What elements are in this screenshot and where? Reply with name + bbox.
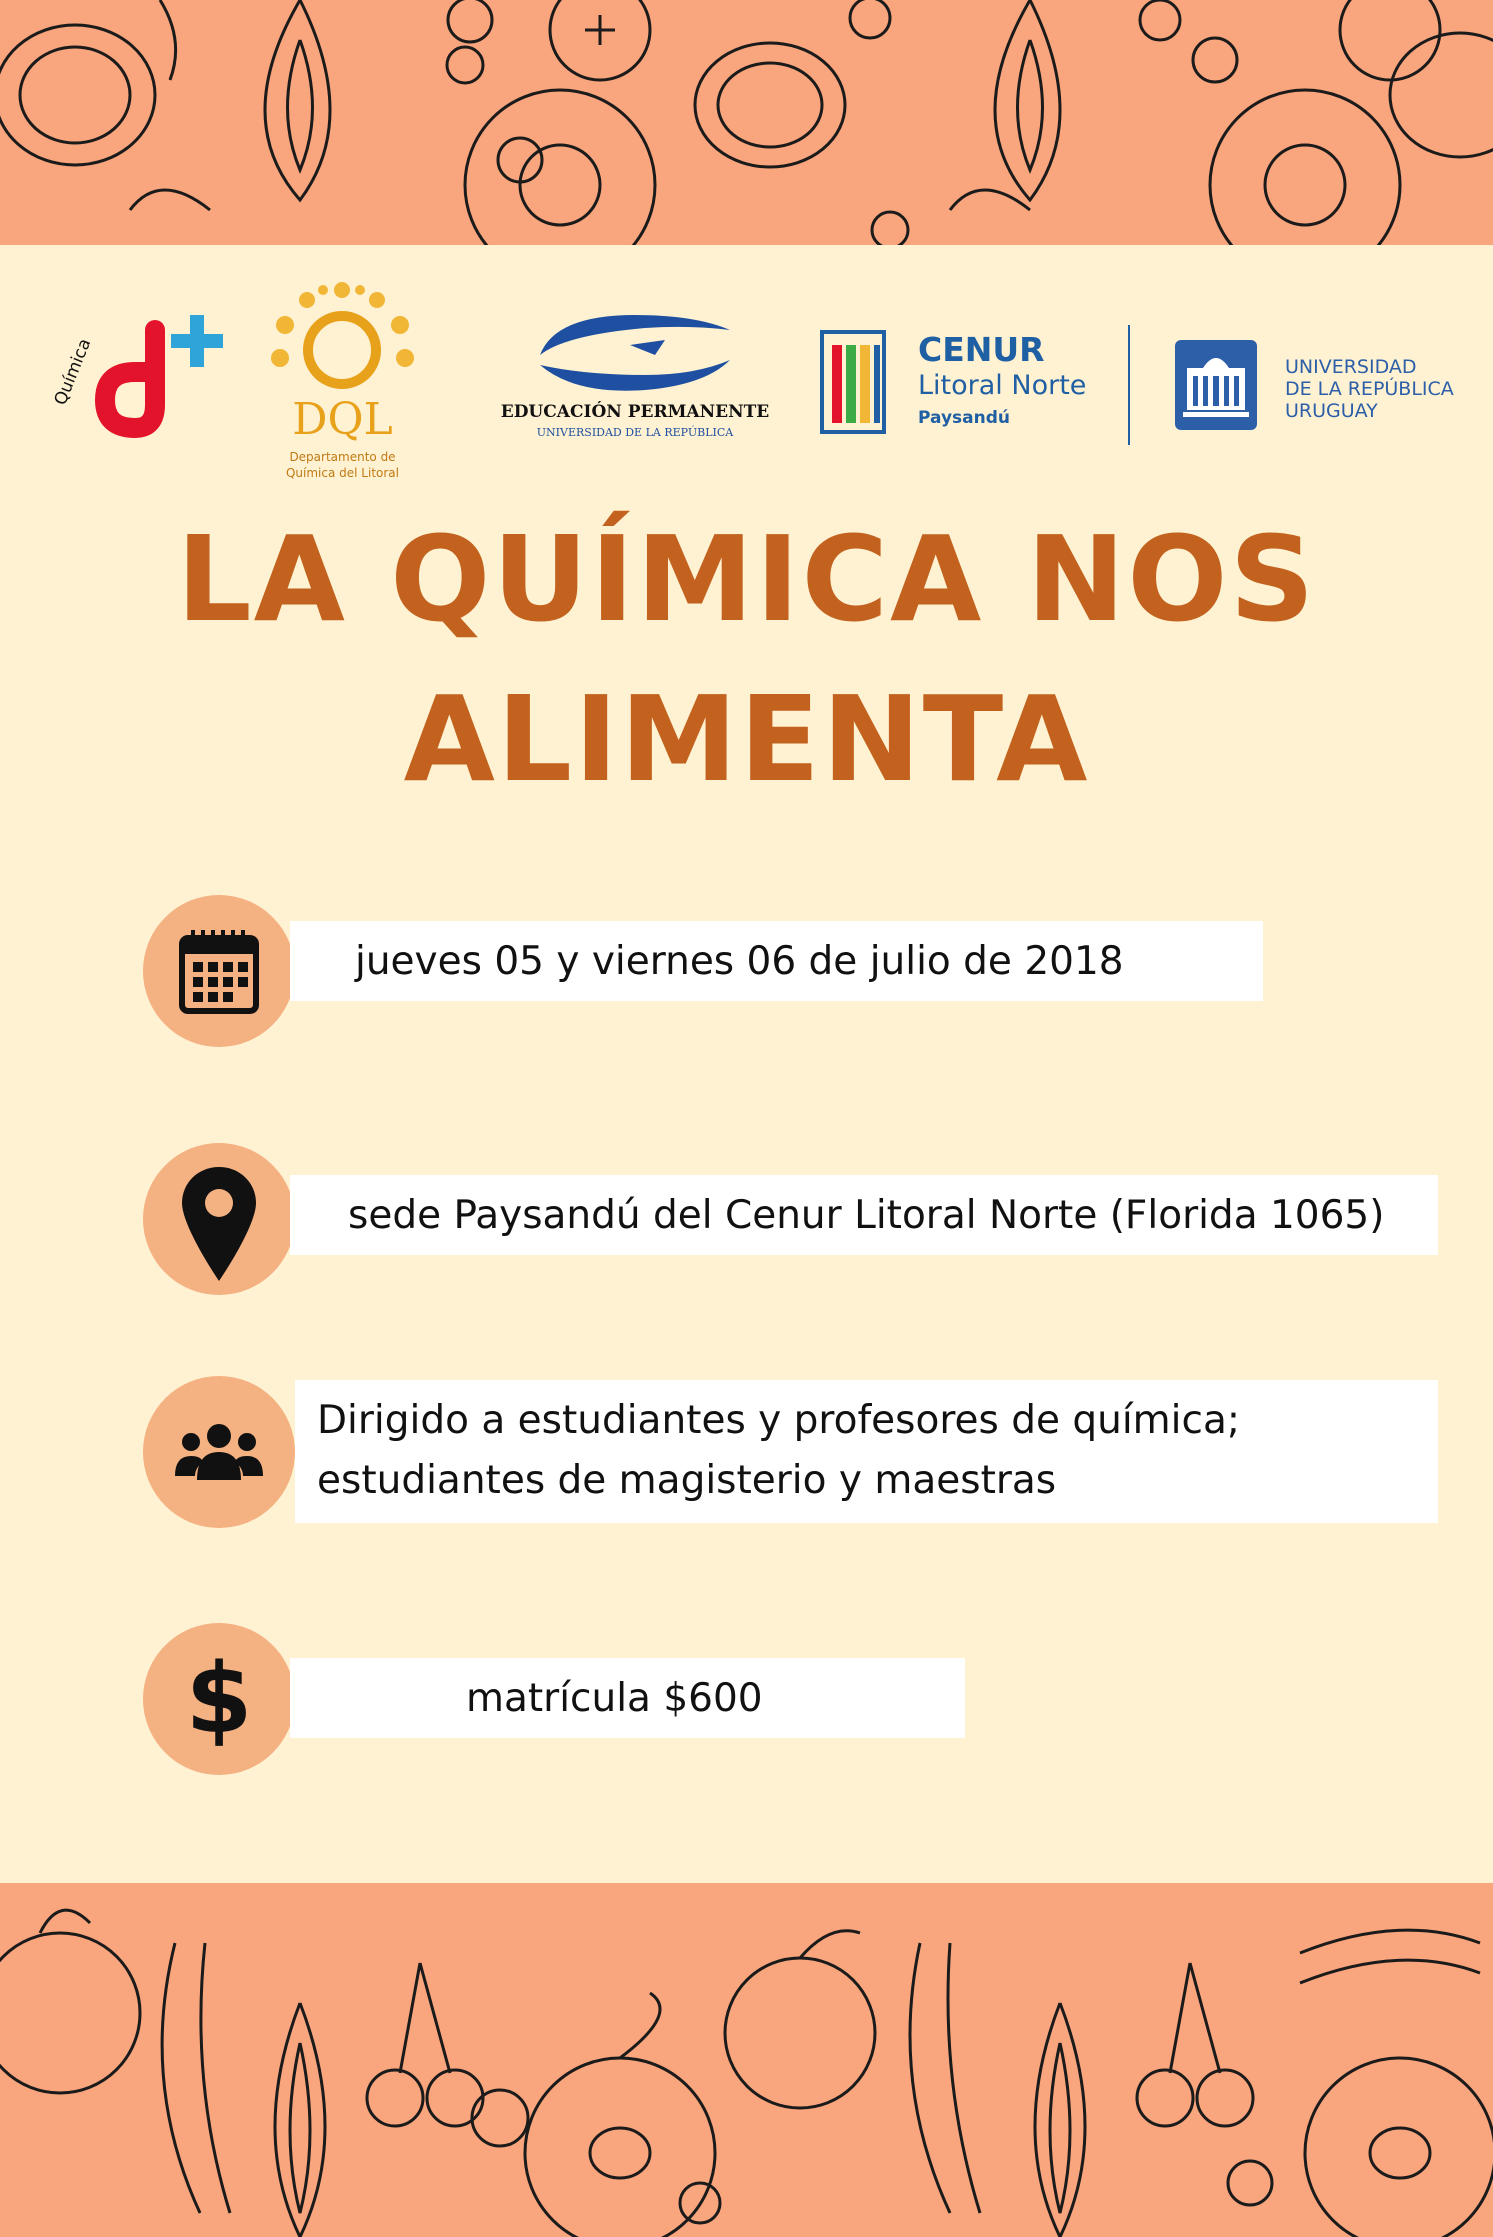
cenur-line2: Litoral Norte bbox=[918, 370, 1087, 401]
fee-icon-circle bbox=[143, 1623, 295, 1775]
main-content bbox=[0, 245, 1493, 1883]
educacion-line2: UNIVERSIDAD DE LA REPÚBLICA bbox=[536, 426, 734, 439]
quimica-plus-mark bbox=[60, 310, 235, 440]
quimica-plus-logo bbox=[50, 310, 235, 440]
fee-box bbox=[290, 1658, 965, 1738]
group-icon bbox=[173, 1422, 265, 1482]
udelar-building-icon bbox=[1175, 340, 1257, 430]
cenur-line3: Paysandú bbox=[918, 408, 1010, 428]
dql-sun-icon bbox=[255, 280, 430, 400]
audience-box bbox=[295, 1380, 1438, 1523]
audience-line-1: Dirigido a estudiantes y profesores de química; bbox=[317, 1398, 1240, 1443]
fruit-pattern-illustration bbox=[0, 1883, 1493, 2237]
title-line-2: ALIMENTA bbox=[403, 670, 1090, 808]
educacion-swoosh-icon bbox=[495, 310, 775, 400]
title-line-1: LA QUÍMICA NOS bbox=[176, 510, 1317, 648]
location-box bbox=[290, 1175, 1438, 1255]
location-icon-circle bbox=[143, 1143, 295, 1295]
logo-divider bbox=[1128, 325, 1130, 445]
audience-icon-circle bbox=[143, 1376, 295, 1528]
dql-acronym: DQL bbox=[292, 394, 393, 445]
fruit-pattern-illustration bbox=[0, 0, 1493, 245]
cenur-line1: CENUR bbox=[918, 330, 1045, 369]
cenur-logo bbox=[820, 330, 1120, 450]
map-pin-icon bbox=[180, 1165, 258, 1283]
fee-text: matrícula $600 bbox=[466, 1676, 763, 1721]
location-text: sede Paysandú del Cenur Litoral Norte (Florida 1065) bbox=[348, 1193, 1385, 1238]
quimica-word: Química bbox=[50, 335, 96, 409]
date-text: jueves 05 y viernes 06 de julio de 2018 bbox=[355, 939, 1124, 984]
udelar-line2: DE LA REPÚBLICA bbox=[1285, 378, 1454, 400]
educacion-line1: EDUCACIÓN PERMANENTE bbox=[500, 402, 770, 422]
date-box bbox=[290, 921, 1263, 1001]
udelar-line1: UNIVERSIDAD bbox=[1285, 356, 1417, 378]
audience-line-2: estudiantes de magisterio y maestras bbox=[317, 1458, 1057, 1503]
dollar-icon: $ bbox=[185, 1643, 253, 1755]
udelar-logo bbox=[1175, 340, 1475, 440]
top-fruit-pattern bbox=[0, 0, 1493, 245]
calendar-icon bbox=[179, 928, 259, 1014]
udelar-line3: URUGUAY bbox=[1285, 400, 1378, 422]
dql-line1: Departamento de bbox=[289, 450, 396, 464]
bottom-fruit-pattern bbox=[0, 1883, 1493, 2237]
dql-logo bbox=[255, 280, 430, 490]
educacion-permanente-logo bbox=[495, 310, 775, 450]
cenur-book-icon bbox=[820, 330, 890, 435]
dql-line2: Química del Litoral bbox=[285, 466, 399, 480]
date-icon-circle bbox=[143, 895, 295, 1047]
